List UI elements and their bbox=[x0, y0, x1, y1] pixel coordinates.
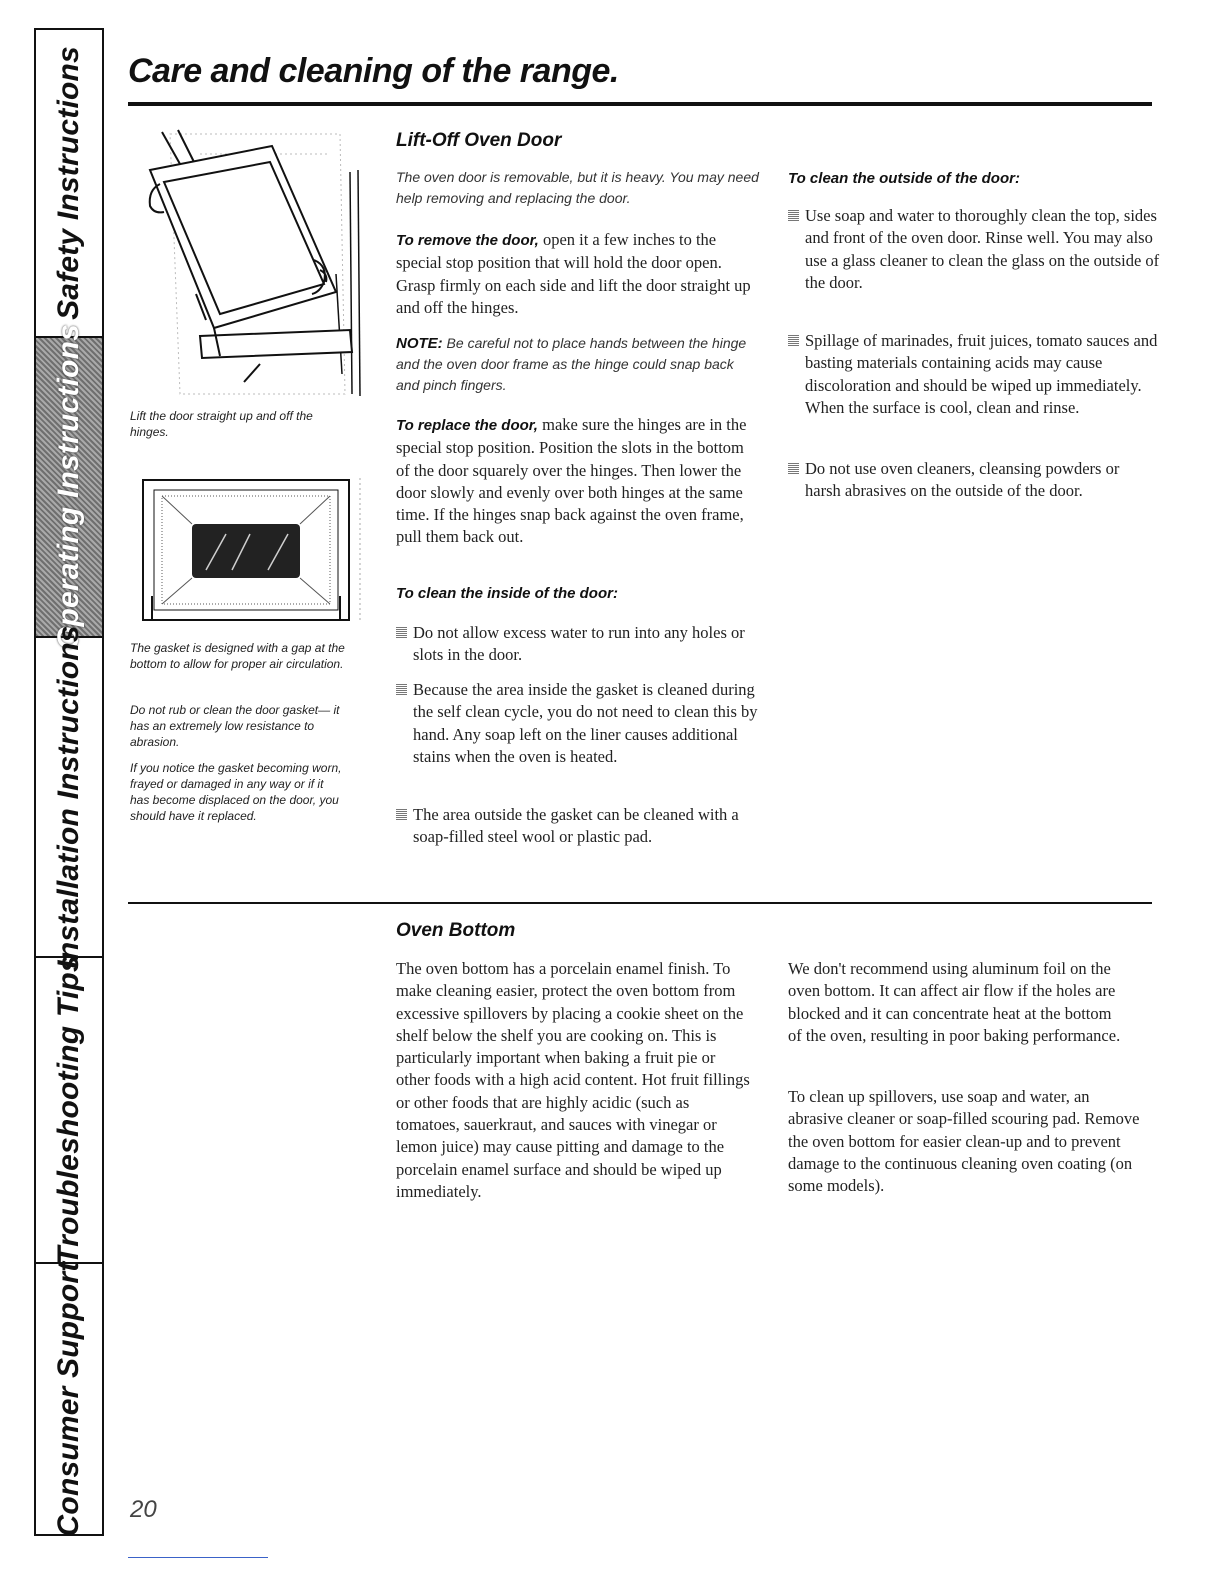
title-rule bbox=[128, 102, 1152, 106]
gasket-caption-2: Do not rub or clean the door gasket— it has an extremely low resistance to abrasion. bbox=[130, 703, 340, 749]
outside-bullet bbox=[788, 458, 1151, 503]
note-text: Be careful not to place hands between the hinge and the oven door frame as the hinge could snap back and pinch fingers. bbox=[396, 335, 747, 393]
tab-label: Consumer Support bbox=[52, 1261, 85, 1537]
inside-bullet-text: Do not allow excess water to run into any holes or slots in the door. bbox=[413, 623, 745, 665]
gasket-caption-3: If you notice the gasket becoming worn, frayed or damaged in any way or if it has become displaced on the door, you should have it replaced. bbox=[130, 761, 342, 823]
bullet-icon bbox=[396, 684, 407, 695]
door-removal-illustration bbox=[140, 124, 362, 402]
door-removal-caption: Lift the door straight up and off the hinges. bbox=[130, 409, 313, 439]
inside-bullet bbox=[396, 679, 759, 768]
tab-troubleshooting-tips[interactable] bbox=[36, 955, 102, 1265]
outside-bullet bbox=[788, 330, 1169, 419]
outside-bullet-text: Spillage of marinades, fruit juices, tomato sauces and basting materials containing acids may cause discoloration and should be wiped up immediately. When the surface is cool, clean and rinse. bbox=[805, 331, 1158, 417]
oven-bottom-paragraph-2: We don't recommend using aluminum foil on the oven bottom. It can affect air flow if the holes are blocked and it can concentrate heat at the bottom of the oven, resulting in poor baking performance. bbox=[788, 959, 1121, 1045]
replace-door-lead: To replace the door, bbox=[396, 417, 538, 434]
inside-bullet-text: Because the area inside the gasket is cleaned during the self clean cycle, you do not need to clean this by hand. Any soap left on the liner causes additional stains when the oven is heated. bbox=[413, 680, 758, 766]
bullet-icon bbox=[788, 210, 799, 221]
inside-bullet-text: The area outside the gasket can be cleaned with a soap-filled steel wool or plastic pad. bbox=[413, 805, 739, 847]
page-title: Care and cleaning of the range. bbox=[128, 52, 619, 90]
tab-operating-instructions[interactable] bbox=[36, 323, 102, 651]
oven-bottom-heading: Oven Bottom bbox=[396, 920, 516, 941]
replace-door-text: make sure the hinges are in the special stop position. Position the slots in the bottom of the door squarely over the hinges. Then lower the door slowly and evenly over both hinges at the same time. If the hinges snap back against the oven frame, pull them back out. bbox=[396, 415, 747, 547]
outside-bullet bbox=[788, 205, 1167, 294]
footer-link-underline bbox=[128, 1557, 268, 1558]
tab-label: Safety Instructions bbox=[52, 46, 85, 320]
clean-outside-heading: To clean the outside of the door: bbox=[788, 170, 1020, 187]
tab-label: Operating Instructions bbox=[52, 323, 85, 651]
lift-off-door-heading: Lift-Off Oven Door bbox=[396, 130, 562, 151]
remove-door-lead: To remove the door, bbox=[396, 232, 539, 249]
hinge-note bbox=[396, 333, 756, 396]
section-tabs bbox=[34, 28, 104, 1536]
outside-bullet-text: Use soap and water to thoroughly clean the top, sides and front of the oven door. Rinse well. You may also use a glass cleaner to clean the glass on the outside of the door. bbox=[805, 206, 1160, 292]
inside-bullet bbox=[396, 622, 759, 667]
tab-label: Installation Instructions bbox=[52, 625, 85, 969]
gasket-caption-1: The gasket is designed with a gap at the bottom to allow for proper air circulation. bbox=[130, 641, 345, 671]
replace-door-paragraph bbox=[396, 414, 758, 549]
oven-bottom-paragraph-1: The oven bottom has a porcelain enamel finish. To make cleaning easier, protect the oven bottom from excessive spillovers by placing a cookie sheet on the shelf below the shelf you are cooking on. This is particularly important when baking a fruit pie or other foods with a high acid content. Hot fruit fillings or other foods that are highly acidic (such as tomatoes, sauerkraut, and sauces with vinegar or lemon juice) may cause pitting and damage to the porcelain enamel surface and should be wiped up immediately. bbox=[396, 959, 750, 1201]
page-number: 20 bbox=[130, 1496, 157, 1523]
tab-installation-instructions[interactable] bbox=[36, 625, 102, 969]
outside-bullet-text: Do not use oven cleaners, cleansing powders or harsh abrasives on the outside of the door. bbox=[805, 459, 1120, 501]
lift-off-door-intro: The oven door is removable, but it is heavy. You may need help removing and replacing the door. bbox=[396, 169, 759, 206]
bullet-icon bbox=[788, 463, 799, 474]
remove-door-text: open it a few inches to the special stop position that will hold the door open. Grasp firmly on each side and lift the door straight up and off the hinges. bbox=[396, 230, 751, 317]
note-lead: NOTE: bbox=[396, 335, 443, 352]
bullet-icon bbox=[396, 809, 407, 820]
section-divider bbox=[128, 902, 1152, 904]
oven-gasket-illustration bbox=[140, 478, 366, 623]
inside-bullet bbox=[396, 804, 759, 849]
tab-safety-instructions[interactable] bbox=[36, 30, 102, 338]
clean-inside-heading: To clean the inside of the door: bbox=[396, 585, 618, 602]
tab-label: Troubleshooting Tips bbox=[52, 955, 85, 1265]
oven-bottom-paragraph-3: To clean up spillovers, use soap and water, an abrasive cleaner or soap-filled scouring pad. Remove the oven bottom for easier clean-up and to prevent damage to the continuous cleaning oven coating (on some models). bbox=[788, 1087, 1140, 1196]
bullet-icon bbox=[788, 335, 799, 346]
remove-door-paragraph bbox=[396, 229, 752, 319]
tab-consumer-support[interactable] bbox=[36, 1261, 102, 1537]
bullet-icon bbox=[396, 627, 407, 638]
